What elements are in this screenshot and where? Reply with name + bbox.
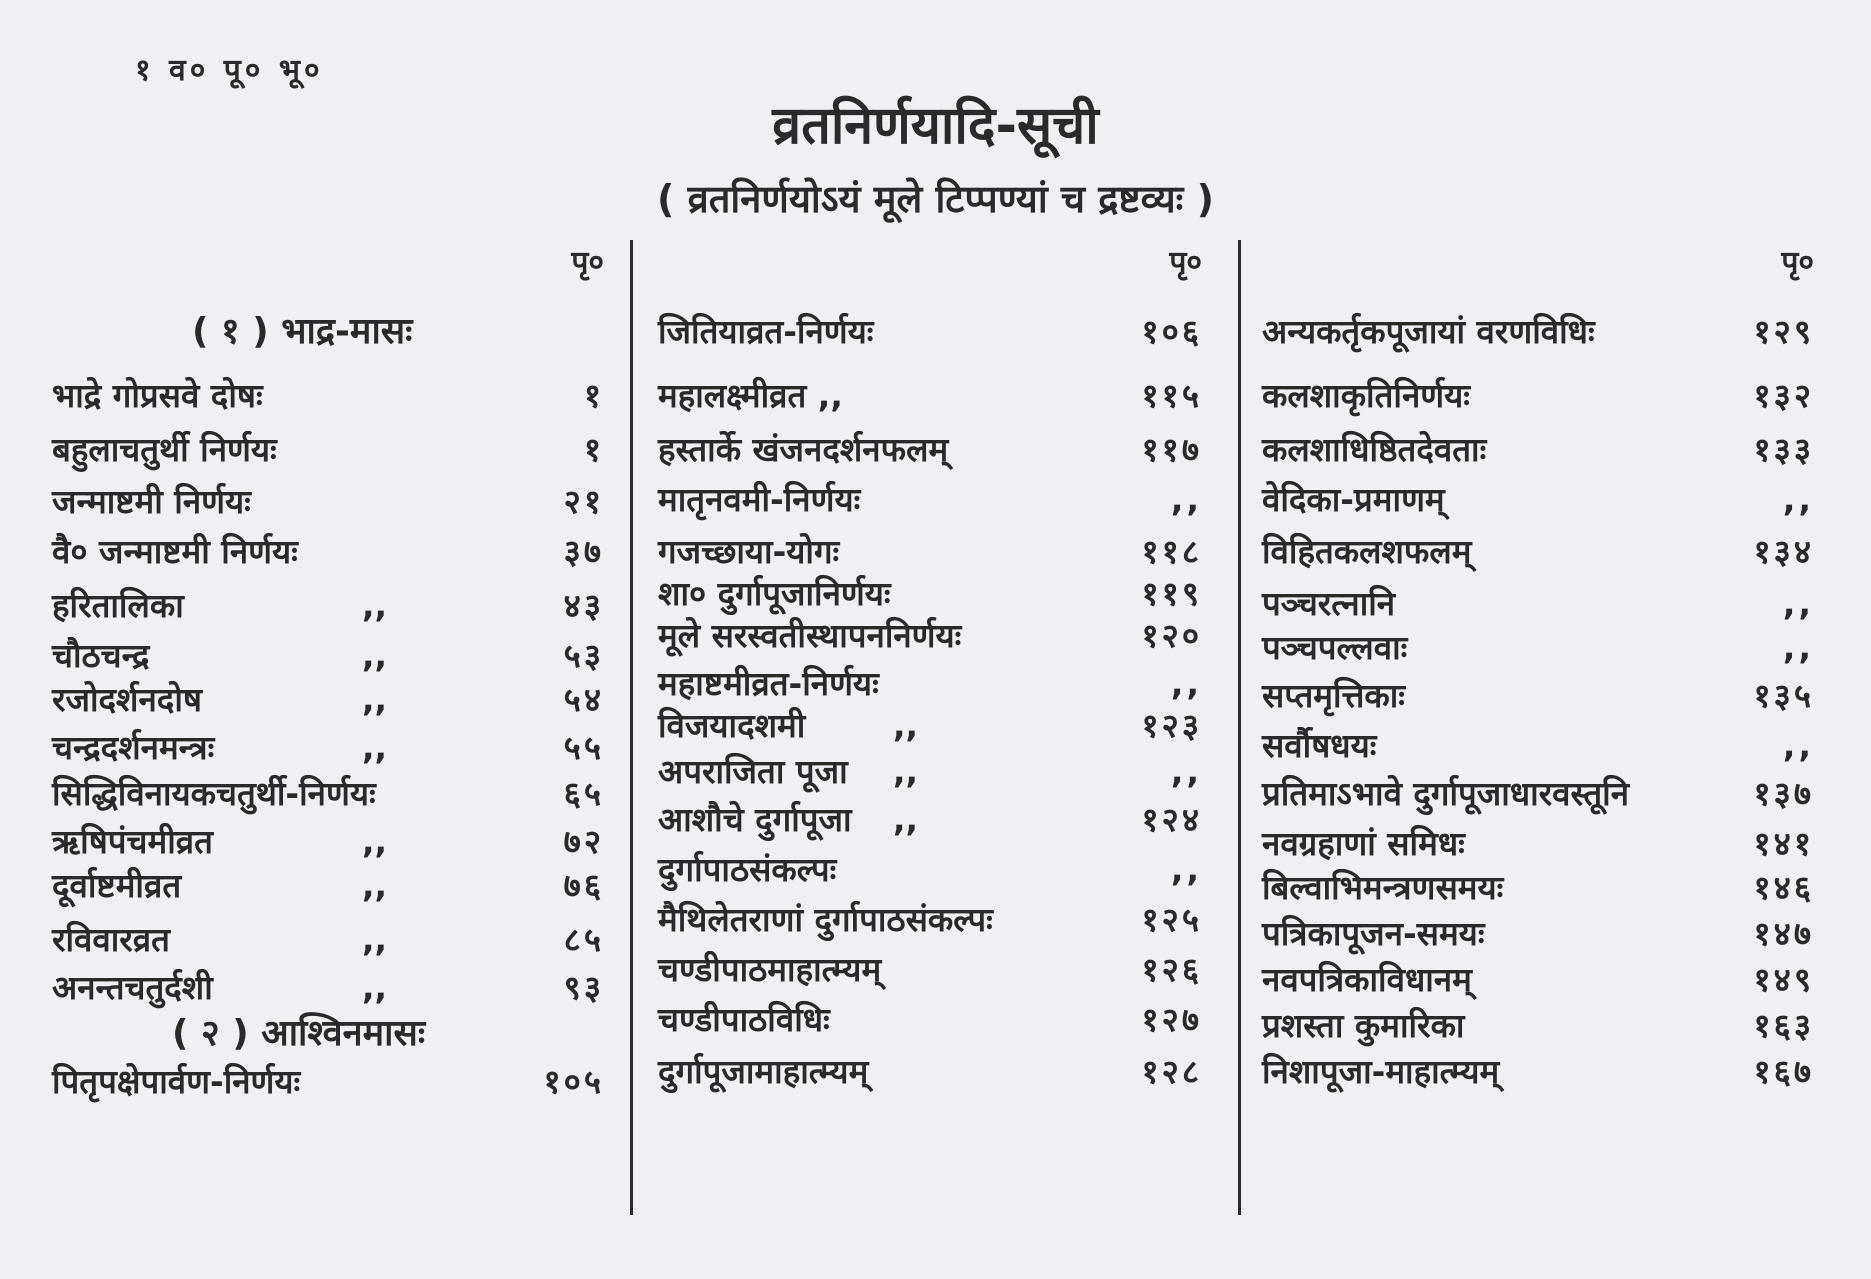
- page-number: १: [583, 376, 604, 415]
- entry-title: रजोदर्शनदोष: [52, 680, 202, 719]
- index-column-1: [52, 240, 612, 1220]
- entry-title: भाद्रे गोप्रसवे दोषः: [52, 376, 263, 415]
- entry-title: शा० दुर्गापूजानिर्णयः: [658, 574, 891, 613]
- entry-title: मातृनवमी-निर्णयः: [658, 480, 861, 519]
- page-number: ८५: [563, 920, 604, 959]
- page-number: १४६: [1753, 868, 1814, 907]
- index-entry: [52, 426, 612, 474]
- index-entry: [658, 476, 1210, 524]
- entry-title: प्रशस्ता कुमारिका: [1262, 1006, 1465, 1045]
- entry-title: रविवारव्रत: [52, 920, 170, 959]
- page-marker: १ व० पू० भू०: [135, 53, 324, 88]
- page-number: १३३: [1753, 430, 1814, 469]
- section-heading: [52, 308, 612, 356]
- entry-title: कलशाकृतिनिर्णयः: [1262, 376, 1470, 415]
- page-number: ,,: [1782, 726, 1814, 765]
- entry-title: अपराजिता पूजा: [658, 752, 848, 791]
- entry-title: दुर्गापाठसंकल्पः: [658, 850, 837, 889]
- index-entry: [52, 372, 612, 420]
- entry-title: महालक्ष्मीव्रत ,,: [658, 376, 843, 415]
- index-entry: [658, 660, 1210, 708]
- index-entry: [658, 702, 1210, 750]
- page-number: ७६: [563, 866, 604, 905]
- entry-title: मूले सरस्वतीस्थापननिर्णयः: [658, 616, 962, 655]
- entry-title: दुर्गापूजामाहात्म्यम्: [658, 1052, 869, 1091]
- index-entry: [1262, 770, 1822, 818]
- entry-title: निशापूजा-माहात्म्यम्: [1262, 1052, 1500, 1091]
- index-entry: [1262, 722, 1822, 770]
- page-number: १३७: [1753, 774, 1814, 813]
- entry-title: पितृपक्षेपार्वण-निर्णयः: [52, 1062, 301, 1101]
- ditto-mark: ,,: [362, 680, 388, 719]
- column-divider: [1238, 240, 1241, 1215]
- page-number: १३५: [1753, 676, 1814, 715]
- section-title: ( १ ) भाद्र-मासः: [192, 311, 413, 352]
- page-number: ११८: [1141, 532, 1202, 571]
- index-entry: [52, 582, 612, 630]
- page-number: ,,: [1170, 850, 1202, 889]
- entry-title: जितियाव्रत-निर्णयः: [658, 312, 874, 351]
- index-entry: [658, 612, 1210, 660]
- index-entry: [658, 846, 1210, 894]
- entry-title: वेदिका-प्रमाणम्: [1262, 480, 1445, 519]
- index-entry: [1262, 308, 1822, 356]
- section-title: ( २ ) आश्विनमासः: [172, 1013, 426, 1054]
- index-entry: [52, 724, 612, 772]
- page-number: १४७: [1753, 914, 1814, 953]
- index-entry: [52, 862, 612, 910]
- index-entry: [658, 996, 1210, 1044]
- section-heading: [52, 1010, 612, 1058]
- page-number: १: [583, 430, 604, 469]
- index-entry: [52, 818, 612, 866]
- page-number: ४३: [563, 586, 604, 625]
- page-number: ५३: [563, 636, 604, 675]
- index-entry: [52, 632, 612, 680]
- index-entry: [1262, 372, 1822, 420]
- index-entry: [52, 964, 612, 1012]
- index-entry: [658, 946, 1210, 994]
- entry-title: पत्रिकापूजन-समयः: [1262, 914, 1485, 953]
- entry-title: गजच्छाया-योगः: [658, 532, 840, 571]
- index-entry: [1262, 528, 1822, 576]
- entry-title: ऋषिपंचमीव्रत: [52, 822, 213, 861]
- entry-title: हरितालिका: [52, 586, 184, 625]
- ditto-mark: ,,: [362, 636, 388, 675]
- page-number: १२८: [1141, 1052, 1202, 1091]
- column-divider: [630, 240, 633, 1215]
- page-number: १२३: [1141, 706, 1202, 745]
- entry-title: आशौचे दुर्गापूजा: [658, 800, 852, 839]
- entry-title: अन्यकर्तृकपूजायां वरणविधिः: [1262, 312, 1595, 351]
- entry-title: अनन्तचतुर्दशी: [52, 968, 213, 1007]
- page-number: ९३: [563, 968, 604, 1007]
- entry-title: मैथिलेतराणां दुर्गापाठसंकल्पः: [658, 900, 993, 939]
- entry-title: चौठचन्द्र: [52, 636, 150, 675]
- page-number: १६३: [1753, 1006, 1814, 1045]
- ditto-mark: ,,: [362, 586, 388, 625]
- page-number: ५४: [563, 680, 604, 719]
- page-number: ,,: [1170, 752, 1202, 791]
- index-entry: [1262, 1002, 1822, 1050]
- entry-title: सिद्धिविनायकचतुर्थी-निर्णयः: [52, 774, 376, 813]
- index-entry: [658, 426, 1210, 474]
- entry-title: चण्डीपाठविधिः: [658, 1000, 830, 1039]
- page-number: ,,: [1170, 664, 1202, 703]
- ditto-mark: ,,: [362, 920, 388, 959]
- page-number: २१: [563, 482, 604, 521]
- entry-title: कलशाधिष्ठितदेवताः: [1262, 430, 1487, 469]
- index-entry: [52, 676, 612, 724]
- entry-title: बिल्वाभिमन्त्रणसमयः: [1262, 868, 1504, 907]
- index-entry: [1262, 820, 1822, 868]
- index-entry: [1262, 426, 1822, 474]
- page-number: ३७: [563, 532, 604, 571]
- index-entry: [1262, 476, 1822, 524]
- ditto-mark: ,,: [893, 800, 919, 839]
- entry-title: पञ्चपल्लवाः: [1262, 628, 1408, 667]
- ditto-mark: ,,: [362, 822, 388, 861]
- page-number: ,,: [1782, 628, 1814, 667]
- index-entry: [658, 1048, 1210, 1096]
- entry-title: नवपत्रिकाविधानम्: [1262, 960, 1472, 999]
- page-number: ११५: [1141, 376, 1202, 415]
- page-column-heading: पृ०: [1781, 245, 1814, 280]
- entry-title: पञ्चरत्नानि: [1262, 584, 1396, 623]
- entry-title: चण्डीपाठमाहात्म्यम्: [658, 950, 882, 989]
- entry-title: सर्वौषधयः: [1262, 726, 1377, 765]
- page-number: १२९: [1753, 312, 1814, 351]
- entry-title: सप्तमृत्तिकाः: [1262, 676, 1405, 715]
- page-number: ७२: [563, 822, 604, 861]
- entry-title: बहुलाचतुर्थी निर्णयः: [52, 430, 277, 469]
- ditto-mark: ,,: [893, 752, 919, 791]
- page-number: ११७: [1141, 430, 1202, 469]
- ditto-mark: ,,: [362, 968, 388, 1007]
- page-number: १२५: [1141, 900, 1202, 939]
- page-number: ५५: [563, 728, 604, 767]
- page-number: १२४: [1141, 800, 1202, 839]
- entry-title: चन्द्रदर्शनमन्त्रः: [52, 728, 215, 767]
- entry-title: महाष्टमीव्रत-निर्णयः: [658, 664, 879, 703]
- page-number: ११९: [1141, 574, 1202, 613]
- page-number: १४१: [1753, 824, 1814, 863]
- entry-title: विहितकलशफलम्: [1262, 532, 1472, 571]
- page-number: ,,: [1782, 480, 1814, 519]
- page-number: १३२: [1753, 376, 1814, 415]
- entry-title: वै० जन्माष्टमी निर्णयः: [52, 532, 298, 571]
- index-column-3: [1262, 240, 1822, 1220]
- page-title: व्रतनिर्णयादि-सूची: [772, 96, 1099, 156]
- index-entry: [52, 770, 612, 818]
- page-number: ,,: [1782, 584, 1814, 623]
- index-entry: [1262, 956, 1822, 1004]
- entry-title: दूर्वाष्टमीव्रत: [52, 866, 182, 905]
- index-entry: [52, 916, 612, 964]
- entry-title: विजयादशमी: [658, 706, 806, 745]
- ditto-mark: ,,: [362, 728, 388, 767]
- index-entry: [1262, 910, 1822, 958]
- index-entry: [658, 528, 1210, 576]
- index-entry: [658, 372, 1210, 420]
- index-entry: [1262, 624, 1822, 672]
- index-entry: [1262, 1048, 1822, 1096]
- page-number: ,,: [1170, 480, 1202, 519]
- index-entry: [658, 796, 1210, 844]
- page-number: १०६: [1141, 312, 1202, 351]
- page-number: १६७: [1753, 1052, 1814, 1091]
- index-entry: [1262, 864, 1822, 912]
- page-subtitle: ( व्रतनिर्णयोऽयं मूले टिप्पण्यां च द्रष्टव्यः ): [657, 177, 1214, 221]
- index-column-2: [658, 240, 1210, 1220]
- page-number: १२०: [1141, 616, 1202, 655]
- page-number: १३४: [1753, 532, 1814, 571]
- entry-title: जन्माष्टमी निर्णयः: [52, 482, 251, 521]
- page-column-heading: पृ०: [571, 245, 604, 280]
- entry-title: प्रतिमाऽभावे दुर्गापूजाधारवस्तूनि: [1262, 774, 1630, 813]
- page-number: १२६: [1141, 950, 1202, 989]
- page-column-heading: पृ०: [1169, 245, 1202, 280]
- page-number: ६५: [563, 774, 604, 813]
- entry-title: नवग्रहाणां समिधः: [1262, 824, 1465, 863]
- ditto-mark: ,,: [893, 706, 919, 745]
- page-number: १०५: [543, 1062, 604, 1101]
- page-number: १२७: [1141, 1000, 1202, 1039]
- index-entry: [52, 478, 612, 526]
- index-entry: [1262, 672, 1822, 720]
- index-entry: [1262, 580, 1822, 628]
- index-entry: [52, 528, 612, 576]
- ditto-mark: ,,: [362, 866, 388, 905]
- entry-title: हस्तार्के खंजनदर्शनफलम्: [658, 430, 949, 469]
- index-entry: [52, 1058, 612, 1106]
- page-number: १४९: [1753, 960, 1814, 999]
- index-entry: [658, 308, 1210, 356]
- index-entry: [658, 570, 1210, 618]
- index-entry: [658, 896, 1210, 944]
- index-entry: [658, 748, 1210, 796]
